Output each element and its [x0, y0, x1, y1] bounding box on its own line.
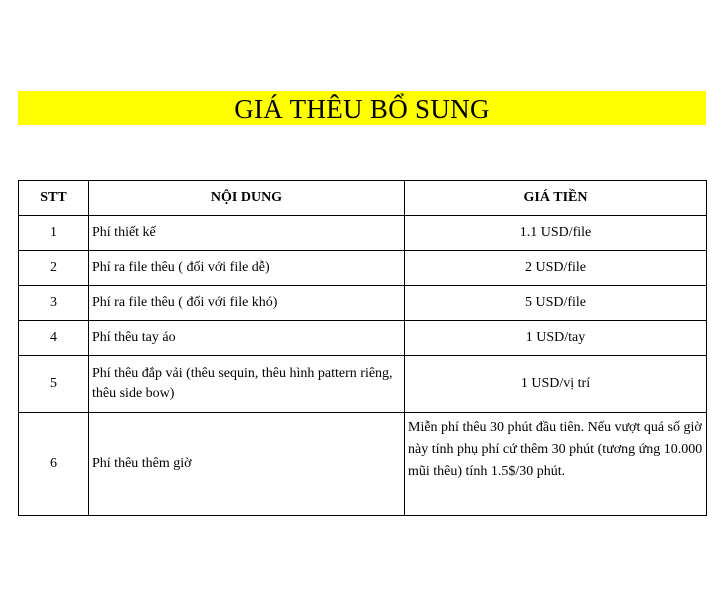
row-content: Phí thêu tay áo: [89, 321, 405, 356]
row-price: Miễn phí thêu 30 phút đầu tiên. Nếu vượt quá số giờ này tính phụ phí cứ thêm 30 phút (tương ứng 10.000 mũi thêu) tính 1.5$/30 phút.: [405, 413, 707, 516]
table-header-row: [19, 181, 707, 216]
header-price: GIÁ TIỀN: [405, 181, 707, 216]
row-price: 1 USD/vị trí: [405, 356, 707, 413]
table-row: [19, 251, 707, 286]
row-stt: 5: [19, 356, 89, 413]
row-stt: 2: [19, 251, 89, 286]
row-stt: 3: [19, 286, 89, 321]
row-stt: 1: [19, 216, 89, 251]
row-stt: 4: [19, 321, 89, 356]
table-row: [19, 286, 707, 321]
table-row: [19, 413, 707, 516]
row-price: 1 USD/tay: [405, 321, 707, 356]
table-row: [19, 356, 707, 413]
row-content: Phí ra file thêu ( đối với file dễ): [89, 251, 405, 286]
row-price: 2 USD/file: [405, 251, 707, 286]
row-content: Phí ra file thêu ( đối với file khó): [89, 286, 405, 321]
table-row: [19, 216, 707, 251]
row-content: Phí thêu thêm giờ: [89, 413, 405, 516]
table-row: [19, 321, 707, 356]
header-stt: STT: [19, 181, 89, 216]
row-stt: 6: [19, 413, 89, 516]
page-title: GIÁ THÊU BỔ SUNG: [234, 93, 490, 124]
price-table: [18, 180, 707, 516]
row-content: Phí thiết kế: [89, 216, 405, 251]
header-content: NỘI DUNG: [89, 181, 405, 216]
row-price: 5 USD/file: [405, 286, 707, 321]
row-price: 1.1 USD/file: [405, 216, 707, 251]
title-banner: [18, 91, 706, 125]
row-content: Phí thêu đắp vải (thêu sequin, thêu hình pattern riêng, thêu side bow): [89, 356, 405, 413]
